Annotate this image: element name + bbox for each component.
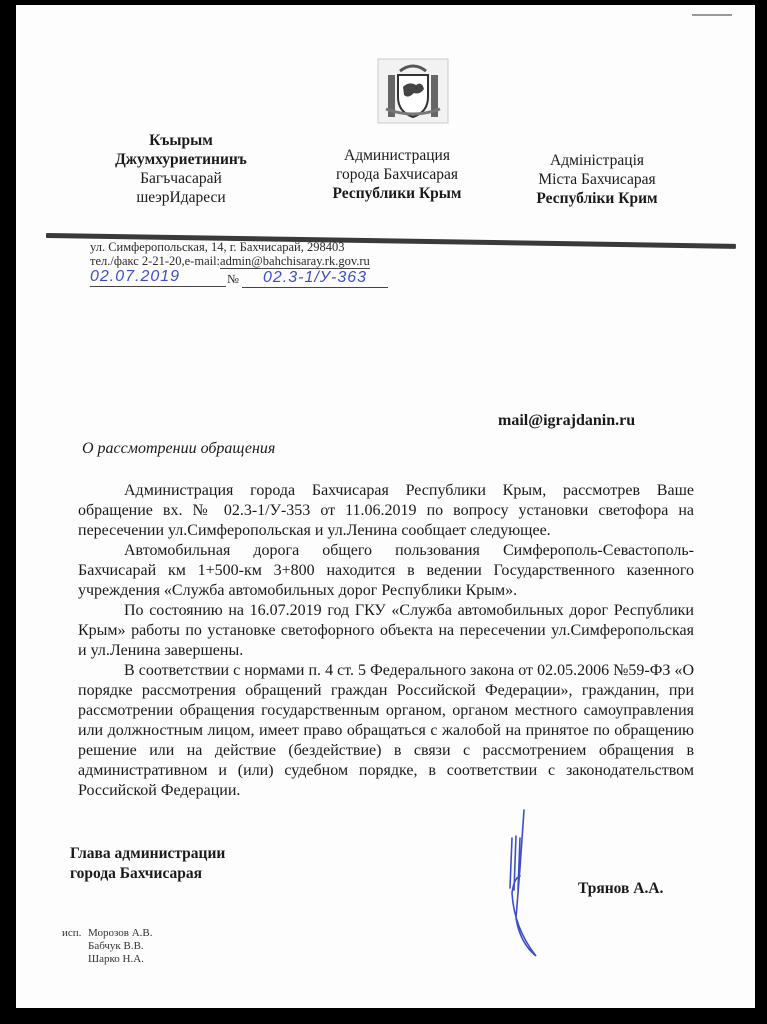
scan-artifact-line [692,14,732,16]
paragraph-3: По состоянию на 16.07.2019 год ГКУ «Служба автомобильных дорог Республики Крым» работы по установке светофорного объекта на пересечении ул.Симферопольская и ул.Ленина завершены. [78,602,694,659]
outgoing-number: 02.3-1/У-363 [242,269,388,288]
number-label: № [227,272,239,286]
header-russian [312,146,482,203]
signatory-name: Трянов А.А. [578,880,664,897]
phone-fax: тел./факс 2-21-20,e-mail: [90,254,221,268]
letter-body [78,481,694,801]
header-center-line-2: города Бахчисарая [336,166,458,183]
header-ukrainian [512,151,682,208]
paragraph-4: В соответствии с нормами п. 4 ст. 5 Федерального закона от 02.05.2006 №59-ФЗ «О порядке рассмотрения обращений граждан Российской Федерации», гражданин, при рассмотрении обращения государственным органом, органом местного самоуправления или должностным лицом, имеет право обращаться с жалобой на принятое по обращению решение или на действие (бездействие) в связи с рассмотрением обращения в административном и (или) судебном порядке, в соответствии с законодательством Российской Федерации. [78,662,694,799]
recipient-email: mail@igrajdanin.ru [498,412,636,429]
contact-line [90,254,420,268]
executor-name: Морозов А.В. [88,927,153,939]
header-left-line-4: шеэрИдареси [136,189,226,206]
header-right-line-1: Адміністрація [550,152,644,169]
executor-name: Шарко Н.А. [88,953,144,965]
header-left-line-2: Джумхуриетининъ [115,151,247,168]
executor-name: Бабчук В.В. [88,940,144,952]
header-center-line-1: Администрация [344,147,450,164]
signatory-title-line-2: города Бахчисарая [70,865,203,882]
header-right-line-2: Міста Бахчисарая [538,171,656,188]
executor-list [88,927,153,966]
subject-line: О рассмотрении обращения [82,440,276,457]
signatory-title [70,844,225,884]
paragraph-1: Администрация города Бахчисарая Республики Крым, рассмотрев Ваше обращение вх. № 02.3-1/У-353 от 11.06.2019 по вопросу установки светофора на пересечении ул.Симферопольская и ул.Ленина сообщает следующее. [78,482,694,539]
email-link[interactable]: admin@bahchisaray.rk.gov.ru [220,254,370,268]
header-right-line-3: Республіки Крим [536,190,658,207]
executor-label: исп. [62,927,82,939]
letter-page [16,5,755,1008]
signatory-title-line-1: Глава администрации [70,845,226,862]
outgoing-date: 02.07.2019 [90,268,226,287]
header-left-line-3: Багъчасарай [140,170,222,187]
address-block [90,240,420,268]
header-center-line-3: Республики Крым [332,185,462,202]
header-left-line-1: Къырым [149,132,213,149]
header-crimean-tatar [106,131,256,207]
registration-line [90,268,390,288]
handwritten-signature-icon [494,808,554,958]
crimea-coat-of-arms-icon [376,57,450,125]
paragraph-2: Автомобильная дорога общего пользования Симферополь-Севастополь-Бахчисарай км 1+500-км 3+800 находится в ведении Государственного казенного учреждения «Служба автомобильных дорог Республики Крым». [78,542,694,599]
address-line: ул. Симферопольская, 14, г. Бахчисарай, 298403 [90,240,345,254]
